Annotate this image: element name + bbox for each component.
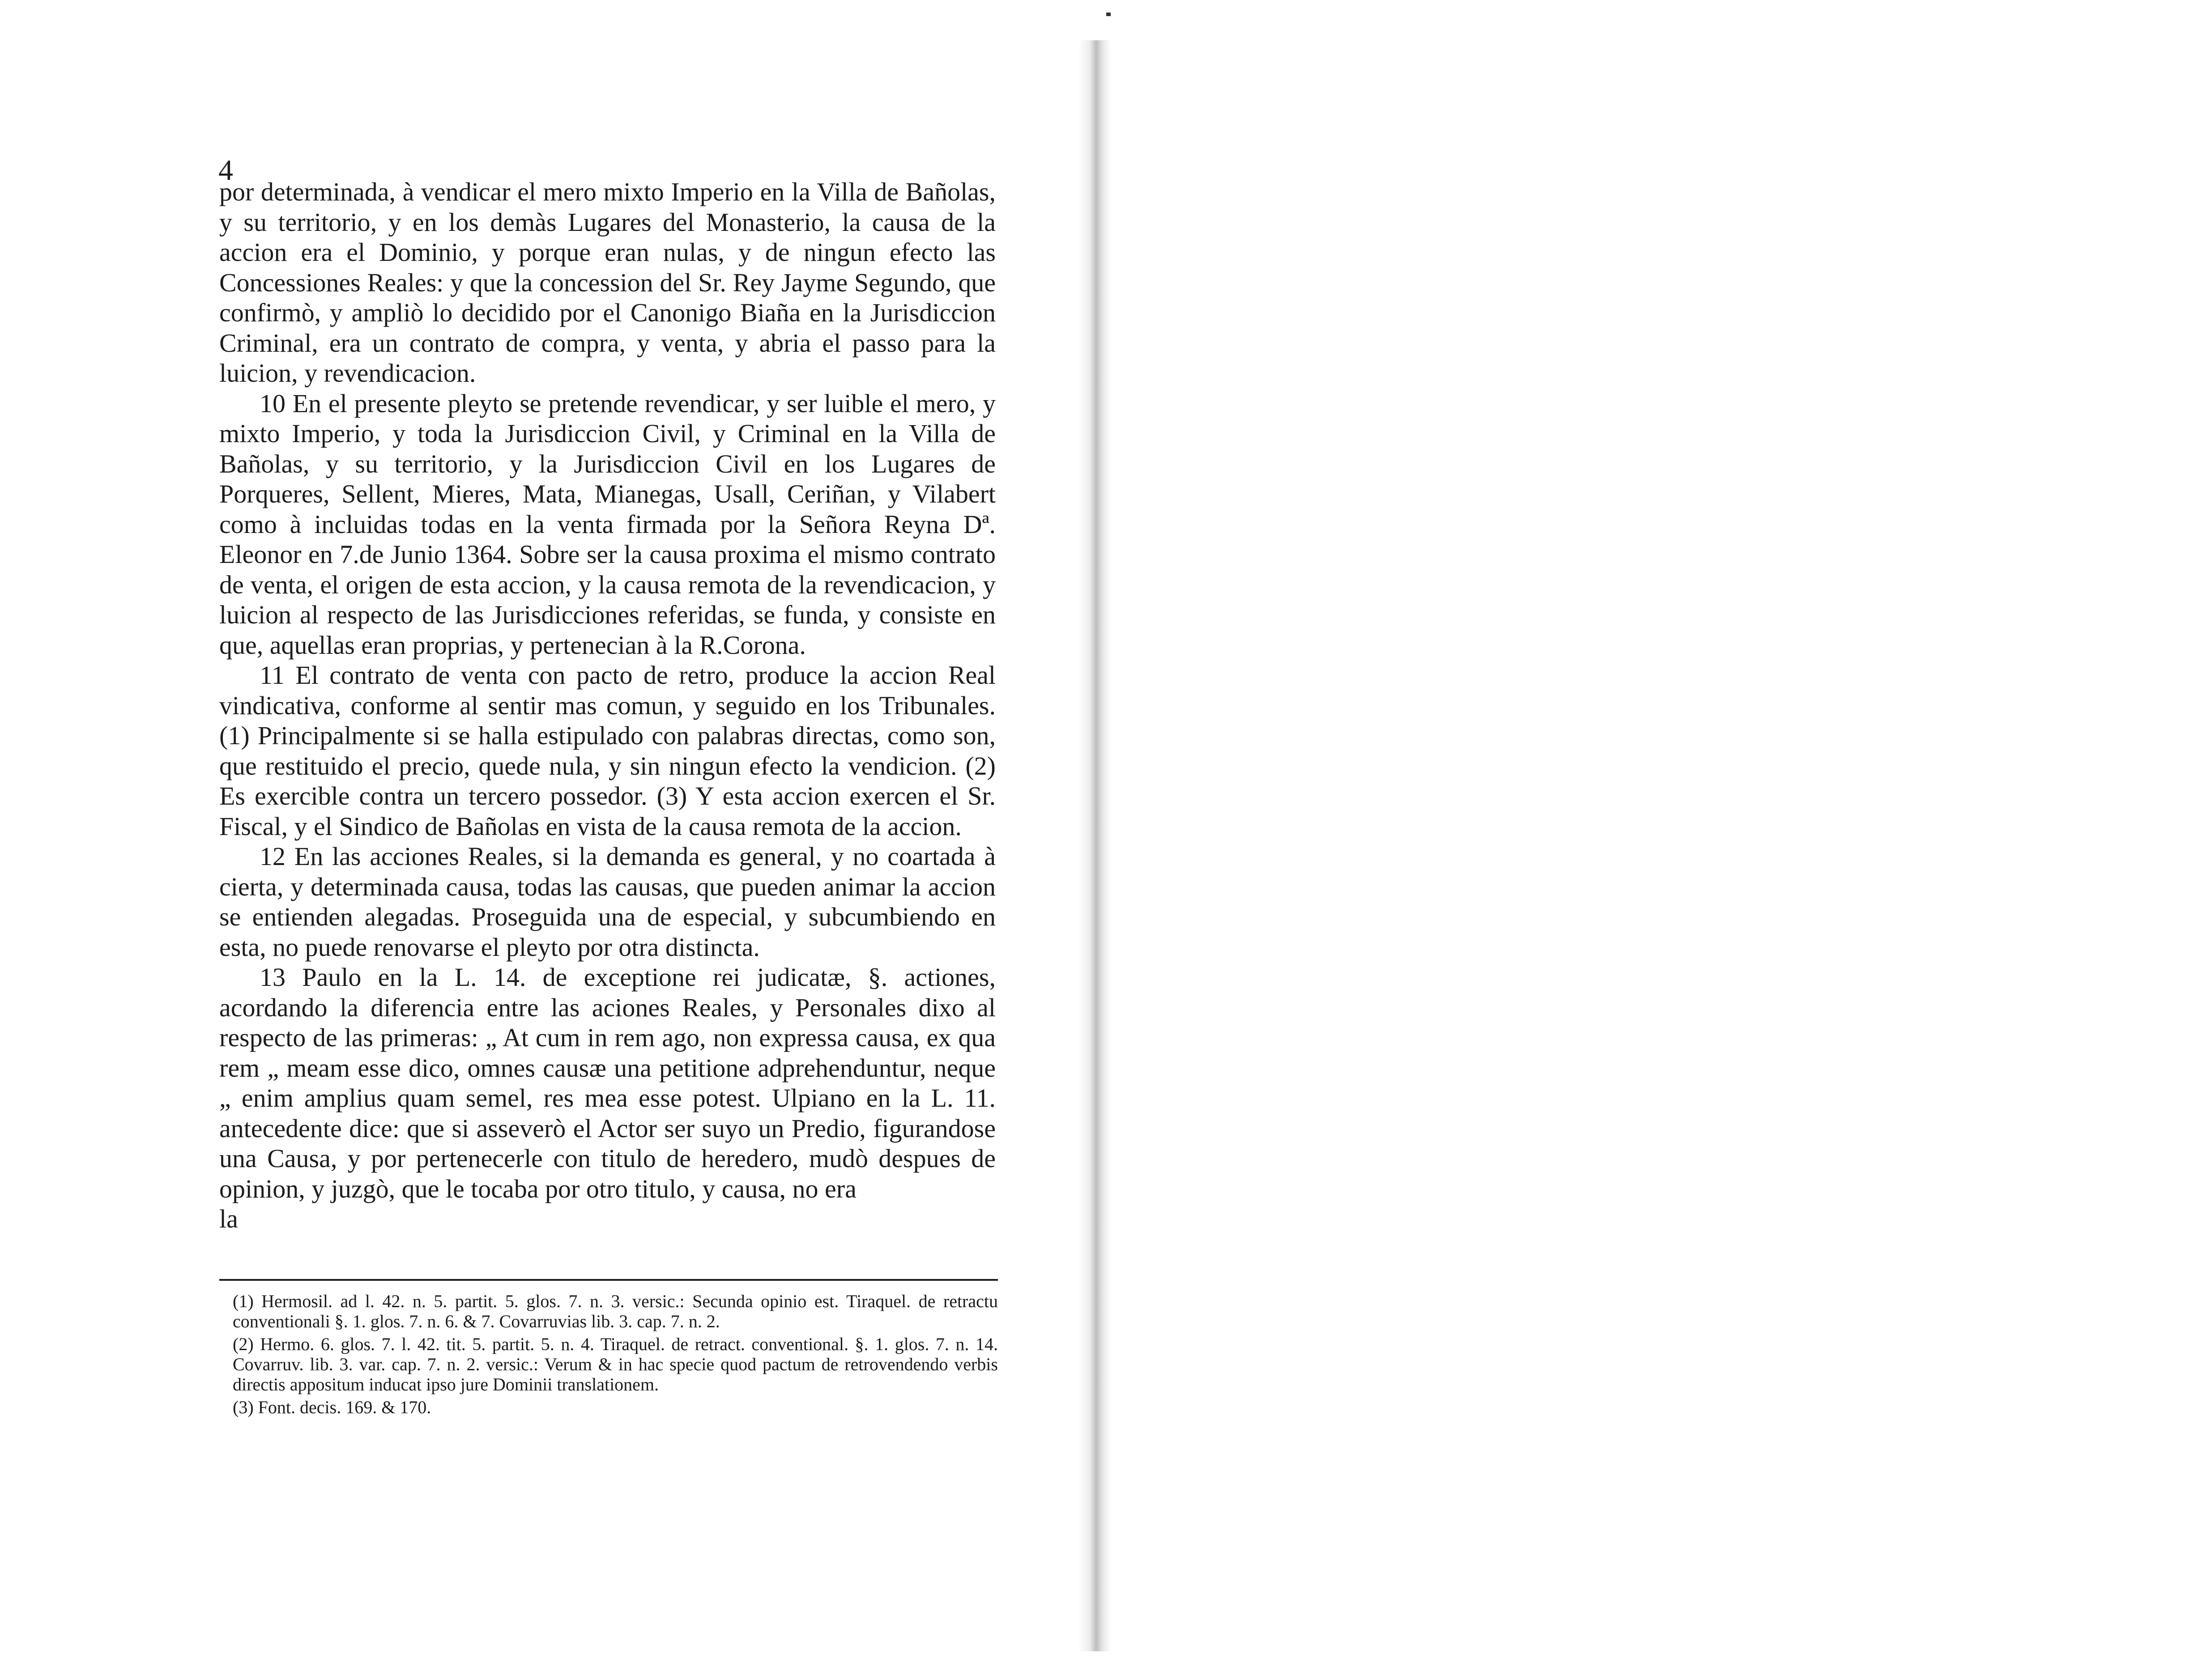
- catchword: la: [219, 1204, 238, 1233]
- left-body-text: [219, 177, 996, 1234]
- paragraph-13: 13 Paulo en la L. 14. de exceptione rei judicatæ, §. actiones, acordando la diferencia entre las aciones Reales, y Personales dixo al respecto de las primeras: „ At cum in rem ago, non expressa causa, ex qua rem „ meam esse dico, omnes causæ una petitione adprehenduntur, neque „ enim amplius quam semel, res mea esse potest. Ulpiano en la L. 11. antecedente dice: que si asseverò el Actor ser suyo un Predio, figurandose una Causa, y por pertenecerle con titulo de heredero, mudò despues de opinion, y juzgò, que le tocaba por otro titulo, y causa, no era: [219, 963, 996, 1203]
- footnote-2: (2) Hermo. 6. glos. 7. l. 42. tit. 5. partit. 5. n. 4. Tiraquel. de retract. conventional. §. 1. glos. 7. n. 14. Covarruv. lib. 3. var. cap. 7. n. 2. versic.: Verum & in hac specie quod pactum de retrovendendo verbis directis appositum inducat ipso jure Dominii translationem.: [233, 1334, 998, 1394]
- left-page-number: 4: [218, 154, 233, 187]
- right-page: [1105, 0, 2212, 1671]
- footnote-1: (1) Hermosil. ad l. 42. n. 5. partit. 5. glos. 7. n. 3. versic.: Secunda opinio est. Tiraquel. de retractu conventionali §. 1. glos. 7. n. 6. & 7. Covarruvias lib. 3. cap. 7. n. 2.: [233, 1291, 998, 1331]
- footnote-3: (3) Font. decis. 169. & 170.: [233, 1397, 431, 1417]
- paragraph-11: 11 El contrato de venta con pacto de retro, produce la accion Real vindicativa, conforme al sentir mas comun, y seguido en los Tribunales. (1) Principalmente si se halla estipulado con palabras directas, como son, que restituido el precio, quede nula, y sin ningun efecto la vendicion. (2) Es exercible contra un tercero possedor. (3) Y esta accion exercen el Sr. Fiscal, y el Sindico de Bañolas en vista de la causa remota de la accion.: [219, 661, 996, 841]
- left-page: [0, 0, 1083, 1671]
- left-footnote-rule: [219, 1279, 998, 1281]
- paragraph-10: 10 En el presente pleyto se pretende revendicar, y ser luible el mero, y mixto Imperio, y toda la Jurisdiccion Civil, y Criminal en la Villa de Bañolas, y su territorio, y la Jurisdiccion Civil en los Lugares de Porqueres, Sellent, Mieres, Mata, Mianegas, Usall, Ceriñan, y Vilabert como à incluidas todas en la venta firmada por la Señora Reyna Dª. Eleonor en 7.de Junio 1364. Sobre ser la causa proxima el mismo contrato de venta, el origen de esta accion, y la causa remota de la revendicacion, y luicion al respecto de las Jurisdicciones referidas, se funda, y consiste en que, aquellas eran proprias, y pertenecian à la R.Corona.: [219, 388, 996, 660]
- paragraph-continuation: por determinada, à vendicar el mero mixto Imperio en la Villa de Bañolas, y su territorio, y en los demàs Lugares del Monasterio, la causa de la accion era el Dominio, y porque eran nulas, y de ningun efecto las Concessiones Reales: y que la concession del Sr. Rey Jayme Segundo, que confirmò, y ampliò lo decidido por el Canonigo Biaña en la Jurisdiccion Criminal, era un contrato de compra, y venta, y abria el passo para la luicion, y revendicacion.: [219, 177, 996, 388]
- left-footnotes: [233, 1291, 998, 1420]
- paragraph-12: 12 En las acciones Reales, si la demanda es general, y no coartada à cierta, y determinada causa, todas las causas, que pueden animar la accion se entienden alegadas. Proseguida una de especial, y subcumbiendo en esta, no puede renovarse el pleyto por otra distincta.: [219, 842, 996, 962]
